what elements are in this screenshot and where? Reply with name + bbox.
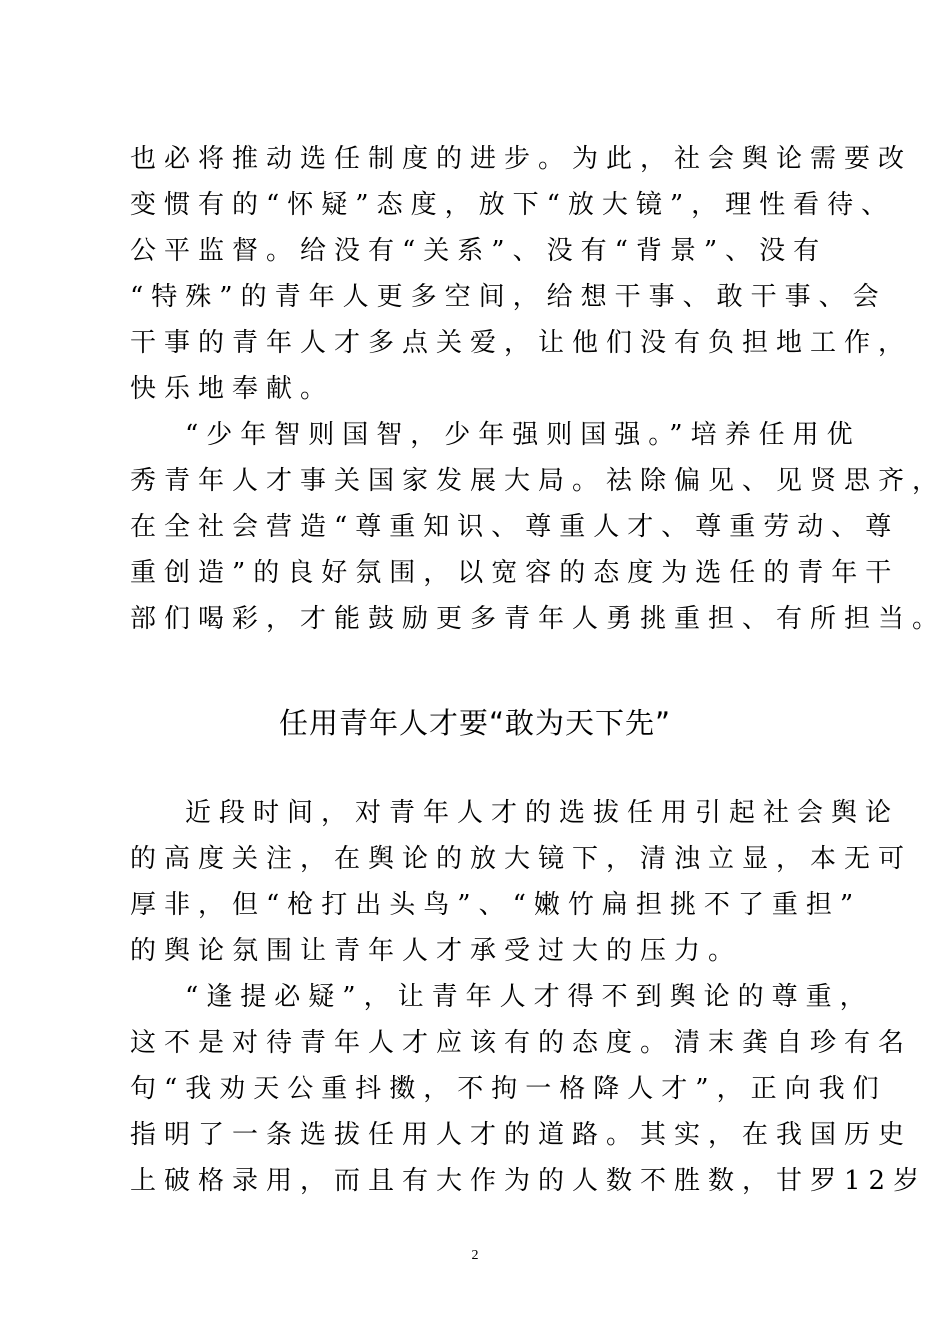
text-line: 这不是对待青年人才应该有的态度。清末龚自珍有名 [130,1028,913,1058]
page-number: 2 [471,1248,479,1263]
text-line: 重创造”的良好氛围，以宽容的态度为选任的青年干 [130,558,900,588]
text-line: 上破格录用，而且有大作为的人数不胜数，甘罗12岁 [130,1166,928,1196]
text-line: 句“我劝天公重抖擞，不拘一格降人才”，正向我们 [130,1074,887,1104]
text-line: 秀青年人才事关国家发展大局。祛除偏见、见贤思齐， [130,466,947,496]
text-line: 部们喝彩，才能鼓励更多青年人勇挑重担、有所担当。 [130,604,947,634]
text-line: 的高度关注，在舆论的放大镜下，清浊立显，本无可 [130,844,913,874]
text-line: 近段时间，对青年人才的选拔任用引起社会舆论 [185,798,900,828]
text-line: 指明了一条选拔任用人才的道路。其实，在我国历史 [130,1120,913,1150]
text-line: “少年智则国智，少年强则国强。”培养任用优 [185,420,861,450]
text-line: 干事的青年人才多点关爱，让他们没有负担地工作， [130,328,913,358]
text-line: “特殊”的青年人更多空间，给想干事、敢干事、会 [130,282,887,312]
text-line: 厚非，但“枪打出头鸟”、“嫩竹扁担挑不了重担” [130,890,862,920]
text-line: 在全社会营造“尊重知识、尊重人才、尊重劳动、尊 [130,512,900,542]
text-line: 也必将推动选任制度的进步。为此，社会舆论需要改 [130,144,913,174]
section-heading: 任用青年人才要“敢为天下先” [278,706,672,740]
text-line: 变惯有的“怀疑”态度，放下“放大镜”，理性看待、 [130,190,896,220]
text-line: 公平监督。给没有“关系”、没有“背景”、没有 [130,236,828,266]
text-line: “逢提必疑”，让青年人才得不到舆论的尊重， [185,982,874,1012]
text-line: 的舆论氛围让青年人才承受过大的压力。 [130,936,743,966]
text-line: 快乐地奉献。 [130,374,335,404]
